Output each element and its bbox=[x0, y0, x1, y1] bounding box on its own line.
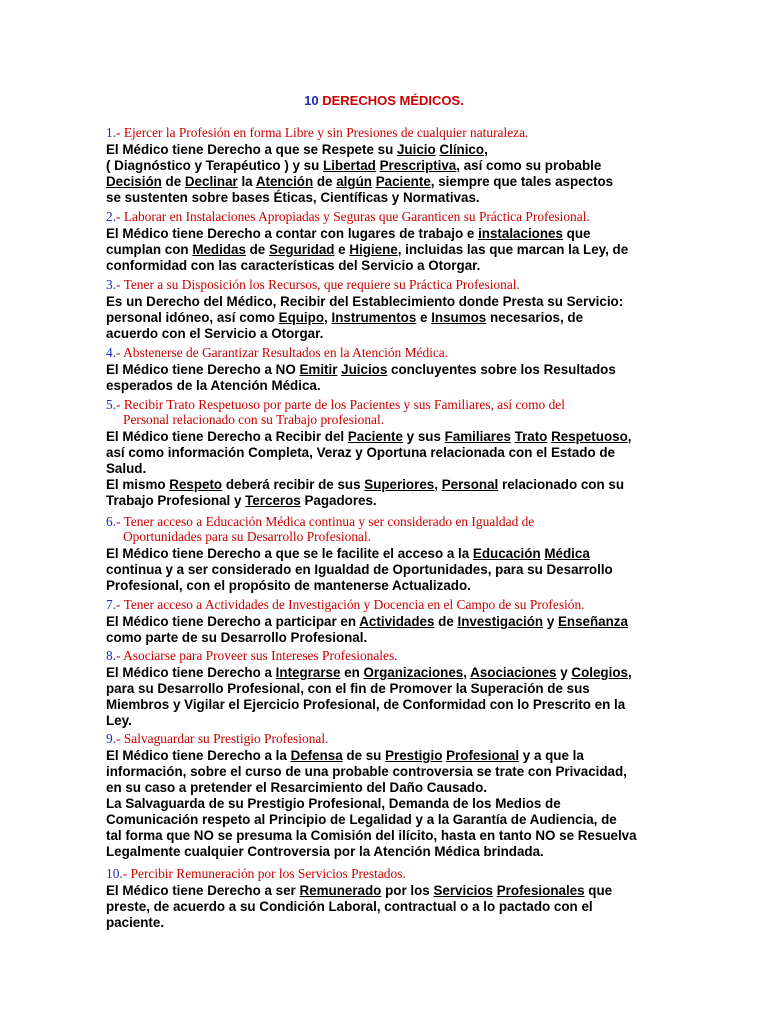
underlined-term: Investigación bbox=[457, 614, 544, 629]
right-heading-text: - Percibir Remuneración por los Servicios Prestados. bbox=[122, 866, 406, 881]
body-text: , bbox=[484, 142, 488, 157]
title-number: 10 bbox=[304, 93, 319, 108]
right-body-line bbox=[106, 828, 637, 844]
right-body-line bbox=[106, 665, 632, 681]
right-heading-text: - Abstenerse de Garantizar Resultados en la Atención Médica. bbox=[116, 345, 449, 360]
right-heading-text: - Recibir Trato Respetuoso por parte de los Pacientes y sus Familiares, así como del bbox=[116, 397, 565, 412]
underlined-term: Trato bbox=[514, 429, 548, 444]
right-body-line bbox=[106, 713, 132, 729]
underlined-term: Colegios bbox=[571, 665, 628, 680]
right-heading-text: - Tener acceso a Actividades de Investigación y Docencia en el Campo de su Profesión. bbox=[116, 597, 585, 612]
right-body-line bbox=[106, 812, 617, 828]
underlined-term: Personal bbox=[441, 477, 499, 492]
body-text: Salud. bbox=[106, 461, 147, 476]
right-body-line bbox=[106, 242, 628, 258]
underlined-term: Profesionales bbox=[496, 883, 585, 898]
right-heading bbox=[106, 514, 534, 529]
right-heading-text: - Tener acceso a Educación Médica continua y ser considerado en Igualdad de bbox=[116, 514, 535, 529]
right-body-line bbox=[106, 780, 487, 796]
right-body-line bbox=[106, 310, 583, 326]
body-text: tal forma que NO se presuma la Comisión del ilícito, hasta en tanto NO se Resuelva bbox=[106, 828, 637, 843]
body-text: El Médico tiene Derecho a NO bbox=[106, 362, 300, 377]
body-text: así como información Completa, Veraz y Oportuna relacionada con el Estado de bbox=[106, 445, 615, 460]
right-body-line bbox=[106, 614, 628, 630]
body-text: Legalmente cualquier Controversia por la Atención Médica brindada. bbox=[106, 844, 544, 859]
right-number: 10. bbox=[106, 866, 123, 881]
underlined-term: Servicios bbox=[433, 883, 494, 898]
body-text: para su Desarrollo Profesional, con el fin de Promover la Superación de sus bbox=[106, 681, 590, 696]
right-body-line bbox=[106, 899, 593, 915]
underlined-term: Paciente bbox=[375, 174, 431, 189]
right-heading bbox=[106, 597, 585, 612]
underlined-term: Respetuoso bbox=[551, 429, 628, 444]
right-number: 9. bbox=[106, 731, 117, 746]
body-text: Ley. bbox=[106, 713, 132, 728]
underlined-term: Familiares bbox=[444, 429, 511, 444]
body-text: e bbox=[334, 242, 350, 257]
body-text: conformidad con las características del Servicio a Otorgar. bbox=[106, 258, 481, 273]
right-body-line bbox=[106, 915, 164, 931]
right-heading bbox=[106, 648, 398, 663]
right-heading bbox=[106, 125, 528, 140]
underlined-term: Equipo bbox=[278, 310, 325, 325]
body-text: El Médico tiene Derecho a que se Respete su bbox=[106, 142, 397, 157]
body-text: Profesional, con el propósito de mantenerse Actualizado. bbox=[106, 578, 471, 593]
body-text: preste, de acuerdo a su Condición Laboral, contractual o a lo pactado con el bbox=[106, 899, 593, 914]
body-text: e bbox=[416, 310, 432, 325]
right-body-line bbox=[106, 764, 627, 780]
right-body-line bbox=[106, 142, 488, 158]
underlined-term: algún bbox=[336, 174, 372, 189]
underlined-term: Médica bbox=[544, 546, 590, 561]
right-body-line bbox=[106, 630, 367, 646]
right-body-line bbox=[106, 445, 615, 461]
body-text: se sustenten sobre bases Éticas, Científicas y Normativas. bbox=[106, 190, 480, 205]
body-text: de bbox=[434, 614, 458, 629]
body-text: El mismo bbox=[106, 477, 170, 492]
underlined-term: Atención bbox=[255, 174, 314, 189]
underlined-term: Prescriptiva bbox=[379, 158, 457, 173]
body-text: La Salvaguarda de su Prestigio Profesional, Demanda de los Medios de bbox=[106, 796, 561, 811]
body-text: y sus bbox=[402, 429, 445, 444]
body-text: El Médico tiene Derecho a bbox=[106, 665, 276, 680]
right-heading-text: Personal relacionado con su Trabajo profesional. bbox=[123, 412, 385, 427]
underlined-term: Defensa bbox=[290, 748, 343, 763]
right-number: 4. bbox=[106, 345, 117, 360]
right-body-line bbox=[106, 578, 471, 594]
underlined-term: Libertad bbox=[323, 158, 376, 173]
right-heading-text: - Laborar en Instalaciones Apropiadas y Seguras que Garanticen su Práctica Profesional. bbox=[116, 209, 590, 224]
body-text: en su caso a pretender el Resarcimiento del Daño Causado. bbox=[106, 780, 488, 795]
right-number: 5. bbox=[106, 397, 117, 412]
body-text: El Médico tiene Derecho a contar con lugares de trabajo e bbox=[106, 226, 479, 241]
right-heading-text: Oportunidades para su Desarrollo Profesional. bbox=[123, 529, 372, 544]
underlined-term: Superiores bbox=[364, 477, 435, 492]
right-number: 1. bbox=[106, 125, 117, 140]
body-text: esperados de la Atención Médica. bbox=[106, 378, 321, 393]
underlined-term: Insumos bbox=[431, 310, 487, 325]
body-text: cumplan con bbox=[106, 242, 193, 257]
right-body-line bbox=[106, 477, 624, 493]
underlined-term: Paciente bbox=[347, 429, 403, 444]
underlined-term: Seguridad bbox=[268, 242, 335, 257]
underlined-term: instalaciones bbox=[478, 226, 563, 241]
underlined-term: Instrumentos bbox=[331, 310, 417, 325]
right-heading bbox=[106, 731, 328, 746]
underlined-term: Juicios bbox=[341, 362, 388, 377]
right-body-line bbox=[106, 362, 616, 378]
right-body-line bbox=[106, 226, 590, 242]
body-text: Trabajo Profesional y bbox=[106, 493, 246, 508]
body-text: de bbox=[245, 242, 269, 257]
right-body-line bbox=[106, 190, 480, 206]
right-body-line bbox=[106, 562, 613, 578]
right-number: 7. bbox=[106, 597, 117, 612]
right-body-line bbox=[106, 294, 623, 310]
body-text: ( Diagnóstico y Terapéutico ) y su bbox=[106, 158, 324, 173]
body-text: relacionado con su bbox=[498, 477, 625, 492]
body-text: , bbox=[463, 665, 471, 680]
underlined-term: Juicio bbox=[396, 142, 436, 157]
right-body-line bbox=[106, 681, 590, 697]
underlined-term: Higiene bbox=[349, 242, 398, 257]
right-heading-text: - Ejercer la Profesión en forma Libre y sin Presiones de cualquier naturaleza. bbox=[116, 125, 529, 140]
body-text: El Médico tiene Derecho a ser bbox=[106, 883, 300, 898]
right-body-line bbox=[106, 883, 612, 899]
body-text: y a que la bbox=[519, 748, 584, 763]
underlined-term: Organizaciones bbox=[363, 665, 464, 680]
underlined-term: Asociaciones bbox=[470, 665, 557, 680]
body-text: continua y a ser considerado en Igualdad de Oportunidades, para su Desarrollo bbox=[106, 562, 613, 577]
right-heading bbox=[106, 277, 520, 292]
body-text: concluyentes sobre los Resultados bbox=[387, 362, 616, 377]
underlined-term: Respeto bbox=[169, 477, 223, 492]
body-text: la bbox=[237, 174, 256, 189]
underlined-term: Integrarse bbox=[275, 665, 341, 680]
right-body-line bbox=[106, 697, 625, 713]
body-text: de su bbox=[342, 748, 386, 763]
body-text: El Médico tiene Derecho a participar en bbox=[106, 614, 360, 629]
right-body-line bbox=[106, 796, 561, 812]
body-text: Miembros y Vigilar el Ejercicio Profesional, de Conformidad con lo Prescrito en la bbox=[106, 697, 626, 712]
right-body-line bbox=[106, 326, 323, 342]
document-title bbox=[0, 93, 768, 109]
body-text: , bbox=[324, 310, 332, 325]
right-heading-text: - Asociarse para Proveer sus Intereses Profesionales. bbox=[116, 648, 398, 663]
body-text: de bbox=[161, 174, 185, 189]
body-text: El Médico tiene Derecho a que se le facilite el acceso a la bbox=[106, 546, 473, 561]
underlined-term: Declinar bbox=[184, 174, 238, 189]
title-text: DERECHOS MÉDICOS. bbox=[322, 93, 464, 108]
right-heading bbox=[106, 866, 406, 881]
underlined-term: Medidas bbox=[192, 242, 246, 257]
underlined-term: Terceros bbox=[245, 493, 301, 508]
body-text: , bbox=[434, 477, 442, 492]
right-heading-text: - Tener a su Disposición los Recursos, que requiere su Práctica Profesional. bbox=[116, 277, 520, 292]
body-text: que bbox=[562, 226, 591, 241]
body-text: , siempre que tales aspectos bbox=[430, 174, 614, 189]
right-body-line bbox=[106, 158, 601, 174]
right-number: 2. bbox=[106, 209, 117, 224]
body-text: de bbox=[313, 174, 337, 189]
underlined-term: Actividades bbox=[359, 614, 435, 629]
body-text: paciente. bbox=[106, 915, 165, 930]
right-body-line bbox=[106, 461, 146, 477]
underlined-term: Enseñanza bbox=[557, 614, 628, 629]
underlined-term: Remunerado bbox=[299, 883, 382, 898]
right-heading bbox=[106, 529, 371, 544]
body-text: personal idóneo, así como bbox=[106, 310, 279, 325]
body-text: necesarios, de bbox=[486, 310, 584, 325]
right-body-line bbox=[106, 258, 480, 274]
underlined-term: Profesional bbox=[446, 748, 520, 763]
body-text: y bbox=[556, 665, 572, 680]
right-body-line bbox=[106, 844, 544, 860]
right-heading bbox=[106, 412, 384, 427]
right-heading bbox=[106, 209, 590, 224]
right-heading bbox=[106, 397, 565, 412]
body-text: Es un Derecho del Médico, Recibir del Establecimiento donde Presta su Servicio: bbox=[106, 294, 624, 309]
body-text: , así como su probable bbox=[456, 158, 602, 173]
body-text: deberá recibir de sus bbox=[222, 477, 365, 492]
body-text: información, sobre el curso de una probable controversia se trate con Privacidad, bbox=[106, 764, 627, 779]
underlined-term: Clínico bbox=[439, 142, 485, 157]
body-text: El Médico tiene Derecho a la bbox=[106, 748, 291, 763]
right-number: 8. bbox=[106, 648, 117, 663]
right-body-line bbox=[106, 493, 377, 509]
right-heading bbox=[106, 345, 448, 360]
body-text: Pagadores. bbox=[300, 493, 377, 508]
right-number: 6. bbox=[106, 514, 117, 529]
body-text: que bbox=[584, 883, 613, 898]
body-text: Comunicación respeto al Principio de Legalidad y a la Garantía de Audiencia, de bbox=[106, 812, 617, 827]
body-text: como parte de su Desarrollo Profesional. bbox=[106, 630, 368, 645]
body-text: , bbox=[627, 429, 632, 444]
right-number: 3. bbox=[106, 277, 117, 292]
underlined-term: Prestigio bbox=[385, 748, 443, 763]
body-text: , incluidas las que marcan la Ley, de bbox=[397, 242, 629, 257]
body-text: en bbox=[340, 665, 364, 680]
underlined-term: Educación bbox=[472, 546, 541, 561]
right-body-line bbox=[106, 429, 631, 445]
right-body-line bbox=[106, 378, 321, 394]
underlined-term: Emitir bbox=[299, 362, 338, 377]
body-text: acuerdo con el Servicio a Otorgar. bbox=[106, 326, 324, 341]
right-body-line bbox=[106, 748, 584, 764]
right-body-line bbox=[106, 174, 613, 190]
body-text: El Médico tiene Derecho a Recibir del bbox=[106, 429, 348, 444]
body-text: y bbox=[543, 614, 558, 629]
body-text: por los bbox=[381, 883, 434, 898]
underlined-term: Decisión bbox=[106, 174, 162, 189]
right-heading-text: - Salvaguardar su Prestigio Profesional. bbox=[116, 731, 329, 746]
body-text: , bbox=[627, 665, 632, 680]
right-body-line bbox=[106, 546, 590, 562]
